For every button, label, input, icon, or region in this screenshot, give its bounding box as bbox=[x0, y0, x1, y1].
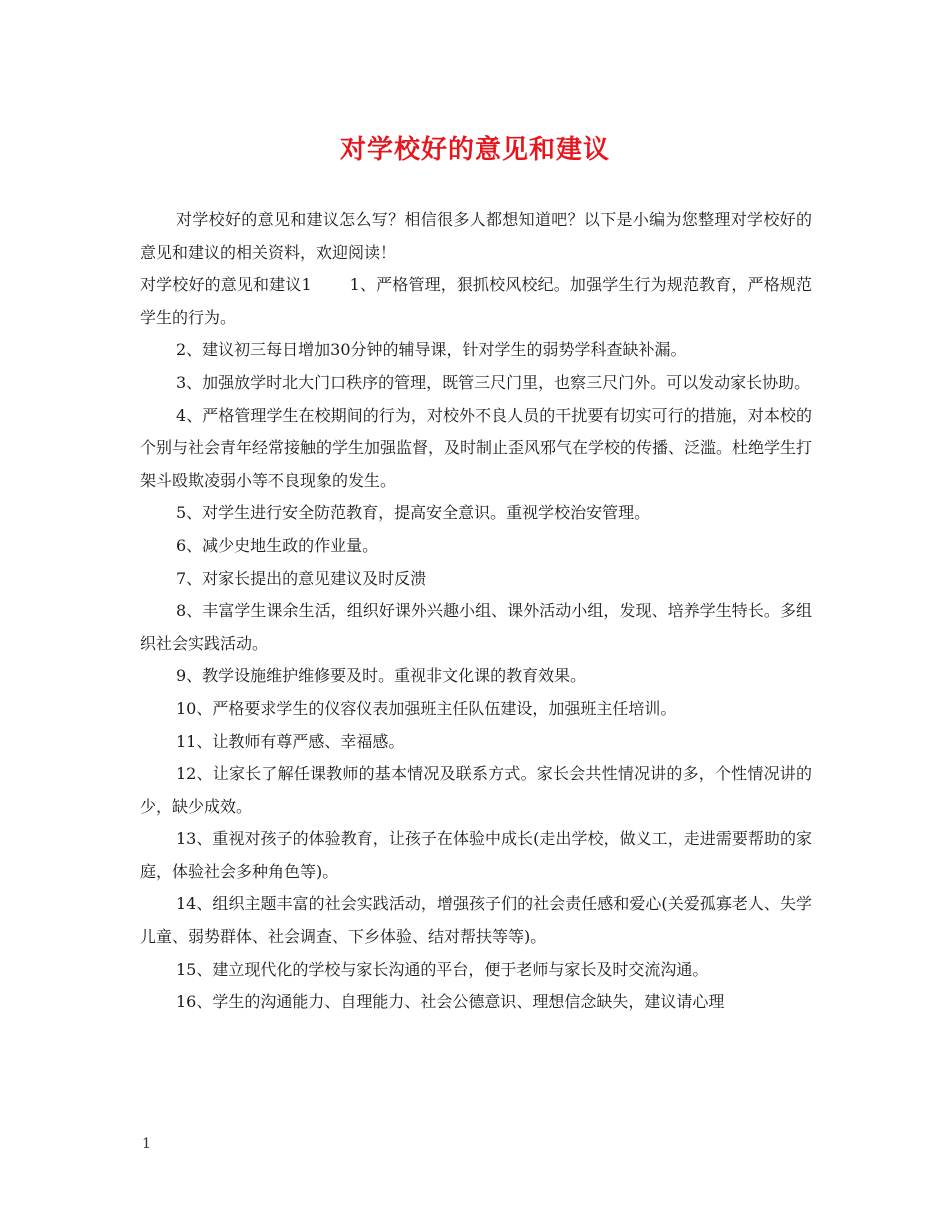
document-body bbox=[140, 204, 812, 1019]
list-item: 13、重视对孩子的体验教育，让孩子在体验中成长(走出学校，做义工，走进需要帮助的家庭，体验社会多种角色等)。 bbox=[140, 829, 812, 881]
list-item: 10、严格要求学生的仪容仪表加强班主任队伍建设，加强班主任培训。 bbox=[176, 698, 677, 718]
list-item: 15、建立现代化的学校与家长沟通的平台，便于老师与家长及时交流沟通。 bbox=[176, 959, 709, 979]
list-item: 6、减少史地生政的作业量。 bbox=[176, 535, 379, 555]
list-item: 9、教学设施维护维修要及时。重视非文化课的教育效果。 bbox=[176, 666, 587, 686]
section-heading: 对学校好的意见和建议1 bbox=[140, 275, 312, 295]
list-item: 11、让教师有尊严感、幸福感。 bbox=[176, 731, 405, 751]
list-item: 12、让家长了解任课教师的基本情况及联系方式。家长会共性情况讲的多，个性情况讲的少，缺少成效。 bbox=[140, 764, 812, 816]
list-item: 5、对学生进行安全防范教育，提高安全意识。重视学校治安管理。 bbox=[176, 503, 651, 523]
first-item-text: 1、严格管理，狠抓校风校纪。加强学生行为规范教育，严格规范学生的行为。 bbox=[140, 275, 812, 327]
list-item: 4、严格管理学生在校期间的行为，对校外不良人员的干扰要有切实可行的措施，对本校的个别与社会青年经常接触的学生加强监督，及时制止歪风邪气在学校的传播、泛滥。杜绝学生打架斗殴欺凌弱小等不良现象的发生。 bbox=[140, 405, 813, 490]
list-item: 7、对家长提出的意见建议及时反溃 bbox=[176, 568, 427, 588]
page-number: 1 bbox=[142, 1136, 151, 1152]
document-title: 对学校好的意见和建议 bbox=[339, 135, 610, 165]
section-first-paragraph bbox=[140, 269, 812, 334]
intro-paragraph: 对学校好的意见和建议怎么写？相信很多人都想知道吧？以下是小编为您整理对学校好的意见和建议的相关资料，欢迎阅读！ bbox=[140, 210, 812, 262]
list-item: 2、建议初三每日增加30分钟的辅导课，针对学生的弱势学科查缺补漏。 bbox=[176, 340, 687, 360]
list-item: 14、组织主题丰富的社会实践活动，增强孩子们的社会责任感和爱心(关爱孤寡老人、失学儿童、弱势群体、社会调查、下乡体验、结对帮扶等等)。 bbox=[140, 894, 812, 947]
list-item: 16、学生的沟通能力、自理能力、社会公德意识、理想信念缺失，建议请心理 bbox=[176, 992, 725, 1012]
list-item: 3、加强放学时北大门口秩序的管理，既管三尺门里，也察三尺门外。可以发动家长协助。 bbox=[176, 372, 811, 392]
list-item: 8、丰富学生课余生活，组织好课外兴趣小组、课外活动小组，发现、培养学生特长。多组织社会实践活动。 bbox=[140, 601, 812, 653]
